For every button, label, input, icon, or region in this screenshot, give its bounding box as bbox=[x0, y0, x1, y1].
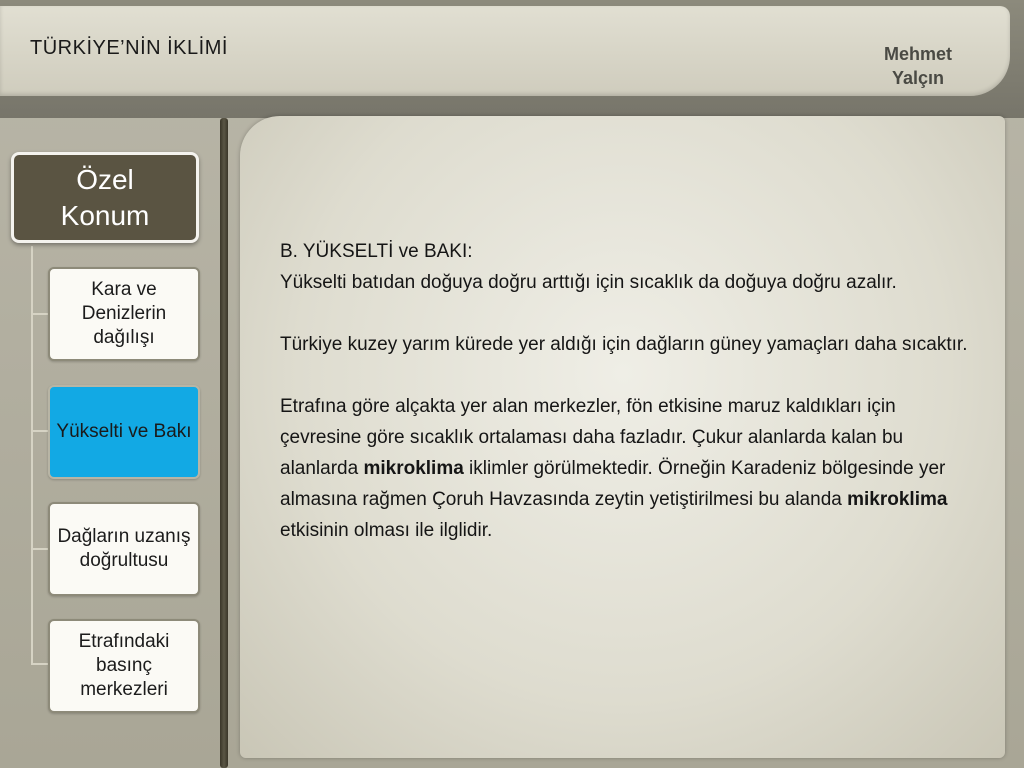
nav-tree-branch bbox=[31, 548, 49, 550]
nav-tree-branch bbox=[31, 663, 49, 665]
paragraph-elevation: Yükselti batıdan doğuya doğru arttığı için sıcaklık da doğuya doğru azalır. bbox=[280, 272, 897, 293]
author-last-name: Yalçın bbox=[892, 68, 945, 88]
text-run: iklimler görülmektedir. Örneğin Karadeniz bölgesinde yer almasına rağmen Çoruh Havzasında zeytin yetiştirilmesi bu alanda bbox=[280, 458, 946, 510]
nav-item-kara-ve-denizler[interactable] bbox=[48, 267, 200, 361]
keyword-mikroklima: mikroklima bbox=[363, 458, 464, 479]
paragraph-microclimate bbox=[280, 391, 970, 546]
author-first-name: Mehmet bbox=[884, 44, 953, 64]
nav-item-label: Kara ve Denizlerin dağılışı bbox=[81, 279, 167, 348]
text-run: etkisinin olması ile ilglidir. bbox=[280, 520, 493, 541]
nav-tree-connector bbox=[31, 246, 33, 664]
nav-main-line1: Özel bbox=[76, 163, 134, 195]
nav-item-label: Etrafındaki basınç merkezleri bbox=[78, 631, 170, 700]
nav-main-line2: Konum bbox=[60, 199, 150, 231]
content-text bbox=[280, 236, 970, 577]
paragraph-aspect: Türkiye kuzey yarım kürede yer aldığı için dağların güney yamaçları daha sıcaktır. bbox=[280, 334, 968, 355]
nav-item-yukselti-ve-baki[interactable] bbox=[48, 385, 200, 479]
page-title: TÜRKİYE’NİN İKLİMİ bbox=[30, 37, 228, 59]
nav-main-topic-button[interactable] bbox=[11, 152, 199, 243]
nav-item-basinc-merkezleri[interactable] bbox=[48, 619, 200, 713]
section-heading: B. YÜKSELTİ ve BAKI: bbox=[280, 241, 473, 262]
nav-item-daglarin-uzanisi[interactable] bbox=[48, 502, 200, 596]
nav-item-label: Dağların uzanış doğrultusu bbox=[57, 526, 191, 571]
author-name bbox=[884, 42, 984, 90]
nav-tree-branch bbox=[31, 430, 49, 432]
nav-tree-branch bbox=[31, 313, 49, 315]
keyword-mikroklima: mikroklima bbox=[847, 489, 948, 510]
nav-item-label: Yükselti ve Bakı bbox=[56, 421, 192, 442]
text-run: Etrafına göre alçakta yer alan merkezler, fön etkisine maruz kaldıkları için çevresine göre sıcaklık ortalaması daha fazladır. Çukur alanlarda kalan bu alanlarda bbox=[280, 396, 904, 479]
vertical-divider bbox=[220, 118, 228, 768]
